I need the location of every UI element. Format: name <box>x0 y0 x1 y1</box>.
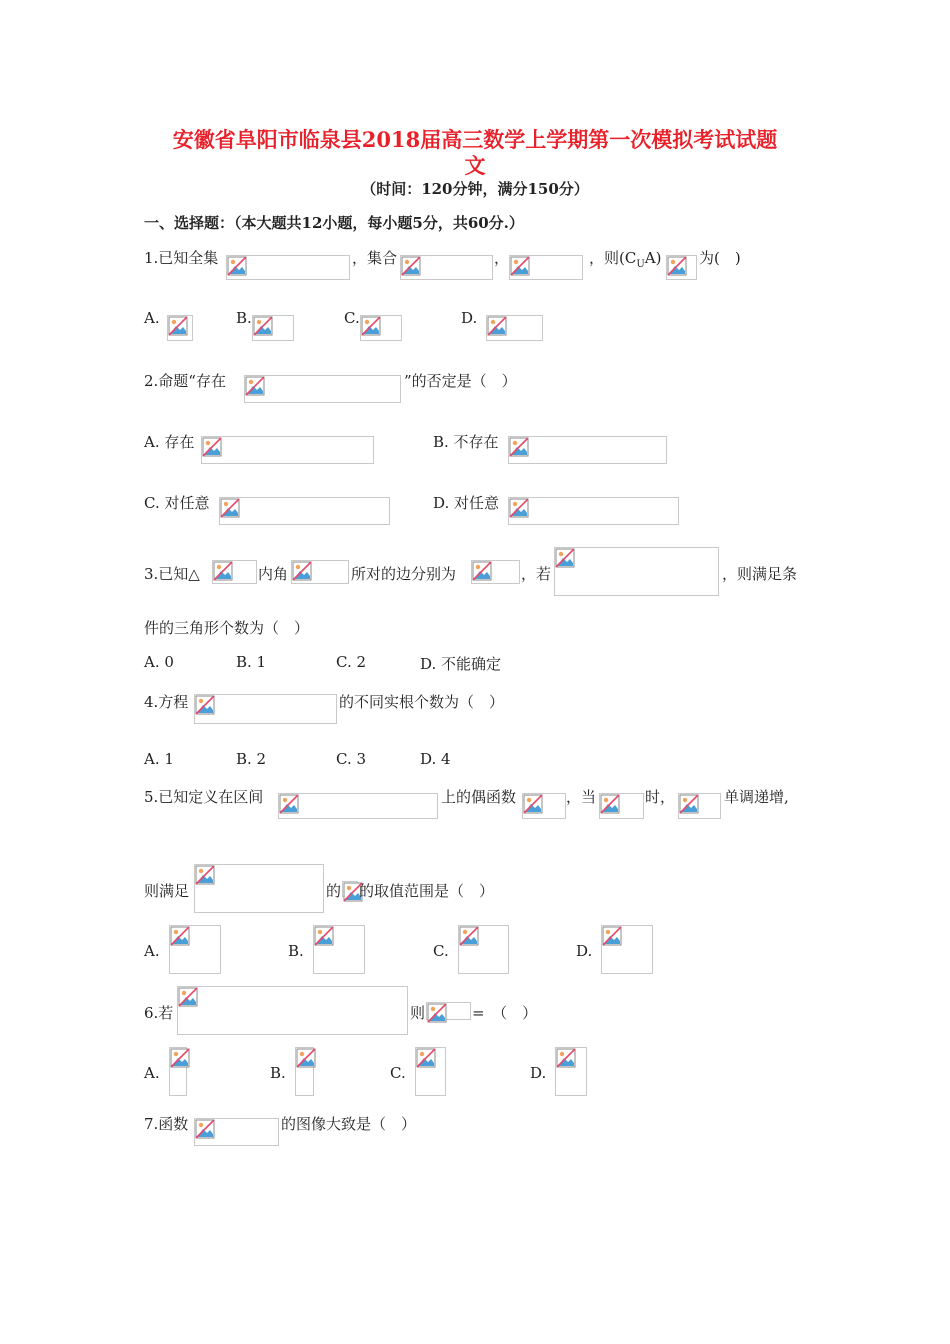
formula-image <box>555 1047 587 1096</box>
q6-option-b: B. <box>270 1064 286 1082</box>
q5-stem-text: 则满足 <box>144 882 190 900</box>
q7-stem-end: 的图像大致是（ ） <box>281 1115 417 1133</box>
q3-stem-text: ，则满足条 <box>722 565 798 583</box>
q6-stem-end: = （ ） <box>472 1004 538 1022</box>
q1-stem-end: 为( ) <box>699 249 741 267</box>
formula-image <box>678 793 721 819</box>
q3-stem-start: 3.已知△ <box>144 565 200 583</box>
q3-stem-text: 内角 <box>258 565 289 583</box>
q5-stem-text: ，当 <box>566 788 597 806</box>
formula-image <box>169 925 221 974</box>
q3-stem-text: 所对的边分别为 <box>351 565 457 583</box>
q1-stem-text: ， <box>494 249 510 267</box>
q6-stem-text: 则 <box>410 1004 426 1022</box>
q5-stem-text: 上的偶函数 <box>441 788 517 806</box>
formula-image <box>400 255 493 280</box>
q1-stem-text: ，集合 <box>352 249 398 267</box>
formula-image <box>295 1047 314 1096</box>
formula-image <box>194 1118 279 1146</box>
q5-stem-text: 的 <box>326 882 342 900</box>
formula-image <box>219 497 390 525</box>
formula-image <box>177 986 408 1035</box>
formula-image <box>360 315 402 341</box>
q2-option-a: A. 存在 <box>144 433 195 451</box>
q1-option-c: C. <box>344 309 360 327</box>
formula-image <box>508 497 679 525</box>
formula-image <box>212 560 257 584</box>
formula-image <box>167 315 193 341</box>
formula-image <box>313 925 365 974</box>
q1-option-d: D. <box>461 309 478 327</box>
q1-stem-start: 1.已知全集 <box>144 249 219 267</box>
q4-option-d: D. 4 <box>420 750 451 768</box>
formula-image <box>194 864 324 913</box>
q3-option-c: C. 2 <box>336 653 367 671</box>
q2-stem-end: ”的否定是（ ） <box>404 372 517 390</box>
q5-stem-start: 5.已知定义在区间 <box>144 788 264 806</box>
formula-image <box>194 694 337 724</box>
formula-image <box>278 793 438 819</box>
formula-image <box>415 1047 446 1096</box>
q5-stem-end: 的取值范围是（ ） <box>359 882 495 900</box>
q1-stem-text: ，则$(C_UA)$ <box>589 249 662 270</box>
q3-option-d: D. 不能确定 <box>420 655 502 673</box>
q1-option-a: A. <box>144 309 160 327</box>
page-title-line2: 文 <box>464 153 486 178</box>
formula-image <box>508 436 667 464</box>
q4-option-c: C. 3 <box>336 750 367 768</box>
section-heading: 一、选择题：（本大题共12小题，每小题5分，共60分.） <box>144 214 524 232</box>
q5-option-a: A. <box>144 942 160 960</box>
formula-image <box>244 375 401 403</box>
q4-stem-start: 4.方程 <box>144 693 189 711</box>
formula-image <box>201 436 374 464</box>
formula-image <box>666 255 697 280</box>
formula-image <box>226 255 350 280</box>
q2-stem-start: 2.命题“存在 <box>144 372 226 390</box>
page-title: 安徽省阜阳市临泉县2018届高三数学上学期第一次模拟考试试题 <box>172 127 778 152</box>
q7-stem-start: 7.函数 <box>144 1115 189 1133</box>
formula-image <box>291 560 349 584</box>
exam-time-info: （时间：120分钟，满分150分） <box>361 180 589 198</box>
formula-image <box>458 925 509 974</box>
formula-image <box>471 560 520 584</box>
q6-stem-start: 6.若 <box>144 1004 174 1022</box>
formula-image <box>601 925 653 974</box>
formula-image <box>486 315 543 341</box>
q3-option-b: B. 1 <box>236 653 267 671</box>
formula-image <box>252 315 294 341</box>
q6-option-a: A. <box>144 1064 160 1082</box>
q5-option-b: B. <box>288 942 304 960</box>
q4-option-b: B. 2 <box>236 750 267 768</box>
q4-stem-end: 的不同实根个数为（ ） <box>339 693 505 711</box>
formula-image <box>509 255 583 280</box>
q5-option-d: D. <box>576 942 593 960</box>
q2-option-d: D. 对任意 <box>433 494 500 512</box>
q2-option-b: B. 不存在 <box>433 433 499 451</box>
q6-option-d: D. <box>530 1064 547 1082</box>
q3-stem-text: ，若 <box>521 565 552 583</box>
q4-option-a: A. 1 <box>144 750 174 768</box>
formula-image <box>554 547 719 596</box>
formula-image <box>426 1002 471 1020</box>
formula-image <box>169 1047 187 1096</box>
q3-stem-end: 件的三角形个数为（ ） <box>144 619 310 637</box>
q3-option-a: A. 0 <box>144 653 174 671</box>
q5-stem-text: 时， <box>645 788 676 806</box>
q2-option-c: C. 对任意 <box>144 494 210 512</box>
q6-option-c: C. <box>390 1064 406 1082</box>
formula-image <box>522 793 566 819</box>
formula-image <box>342 881 358 897</box>
q5-stem-text: 单调递增, <box>724 788 789 806</box>
q1-option-b: B. <box>236 309 252 327</box>
q5-option-c: C. <box>433 942 449 960</box>
formula-image <box>599 793 644 819</box>
